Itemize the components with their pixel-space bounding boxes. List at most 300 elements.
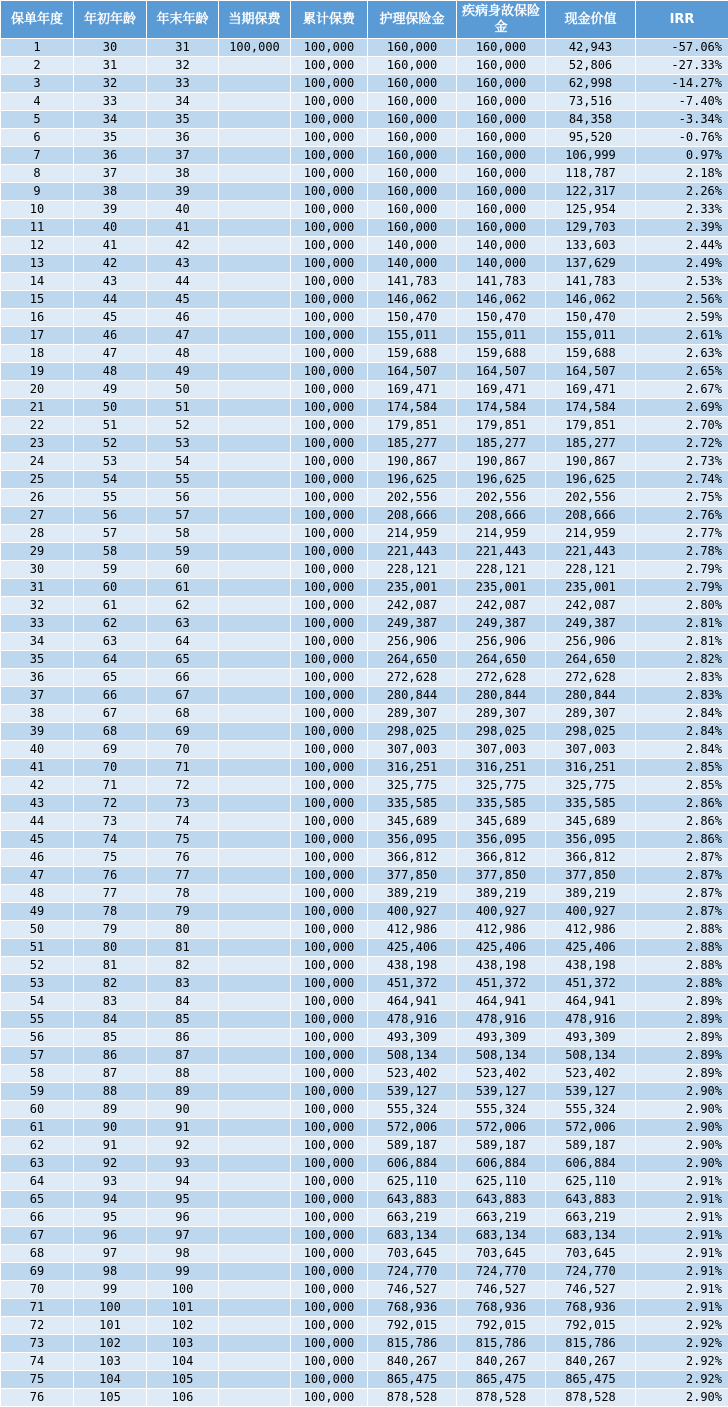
- cell-start-age: 46: [74, 327, 147, 345]
- cell-irr: 2.81%: [636, 633, 728, 651]
- cell-nursing-benefit: 159,688: [368, 345, 457, 363]
- cell-cash-value: 208,666: [546, 507, 636, 525]
- cell-start-age: 72: [74, 795, 147, 813]
- cell-cumulative-premium: 100,000: [291, 1209, 368, 1227]
- cell-nursing-benefit: 140,000: [368, 255, 457, 273]
- cell-policy-year: 22: [1, 417, 74, 435]
- cell-irr: 2.87%: [636, 867, 728, 885]
- cell-death-benefit: 366,812: [457, 849, 546, 867]
- cell-irr: 2.77%: [636, 525, 728, 543]
- table-row: [1, 1371, 728, 1389]
- cell-start-age: 89: [74, 1101, 147, 1119]
- cell-end-age: 42: [147, 237, 219, 255]
- cell-death-benefit: 606,884: [457, 1155, 546, 1173]
- cell-end-age: 56: [147, 489, 219, 507]
- cell-end-age: 103: [147, 1335, 219, 1353]
- cell-death-benefit: 174,584: [457, 399, 546, 417]
- cell-death-benefit: 228,121: [457, 561, 546, 579]
- cell-end-age: 104: [147, 1353, 219, 1371]
- cell-death-benefit: 307,003: [457, 741, 546, 759]
- cell-death-benefit: 316,251: [457, 759, 546, 777]
- cell-cash-value: 95,520: [546, 129, 636, 147]
- cell-current-premium: [219, 1155, 291, 1173]
- cell-current-premium: [219, 1011, 291, 1029]
- cell-policy-year: 70: [1, 1281, 74, 1299]
- cell-death-benefit: 289,307: [457, 705, 546, 723]
- cell-current-premium: [219, 381, 291, 399]
- cell-policy-year: 10: [1, 201, 74, 219]
- cell-start-age: 56: [74, 507, 147, 525]
- cell-nursing-benefit: 160,000: [368, 111, 457, 129]
- cell-end-age: 106: [147, 1389, 219, 1407]
- cell-cumulative-premium: 100,000: [291, 1191, 368, 1209]
- cell-start-age: 80: [74, 939, 147, 957]
- cell-cumulative-premium: 100,000: [291, 543, 368, 561]
- cell-death-benefit: 160,000: [457, 183, 546, 201]
- cell-cumulative-premium: 100,000: [291, 903, 368, 921]
- cell-cash-value: 316,251: [546, 759, 636, 777]
- cell-cash-value: 146,062: [546, 291, 636, 309]
- cell-end-age: 73: [147, 795, 219, 813]
- cell-end-age: 83: [147, 975, 219, 993]
- cell-cash-value: 878,528: [546, 1389, 636, 1407]
- cell-policy-year: 31: [1, 579, 74, 597]
- cell-nursing-benefit: 289,307: [368, 705, 457, 723]
- table-row: [1, 597, 728, 615]
- cell-policy-year: 61: [1, 1119, 74, 1137]
- cell-end-age: 78: [147, 885, 219, 903]
- cell-end-age: 44: [147, 273, 219, 291]
- cell-cash-value: 451,372: [546, 975, 636, 993]
- table-row: [1, 633, 728, 651]
- cell-irr: -27.33%: [636, 57, 728, 75]
- cell-policy-year: 49: [1, 903, 74, 921]
- cell-irr: 2.81%: [636, 615, 728, 633]
- cell-cumulative-premium: 100,000: [291, 507, 368, 525]
- table-row: [1, 1047, 728, 1065]
- cell-policy-year: 41: [1, 759, 74, 777]
- table-row: [1, 1173, 728, 1191]
- cell-cash-value: 174,584: [546, 399, 636, 417]
- cell-nursing-benefit: 840,267: [368, 1353, 457, 1371]
- cell-end-age: 66: [147, 669, 219, 687]
- cell-cash-value: 73,516: [546, 93, 636, 111]
- cell-irr: 2.87%: [636, 903, 728, 921]
- cell-start-age: 41: [74, 237, 147, 255]
- table-row: [1, 903, 728, 921]
- cell-death-benefit: 242,087: [457, 597, 546, 615]
- cell-cumulative-premium: 100,000: [291, 1047, 368, 1065]
- cell-start-age: 90: [74, 1119, 147, 1137]
- cell-policy-year: 40: [1, 741, 74, 759]
- cell-end-age: 101: [147, 1299, 219, 1317]
- cell-nursing-benefit: 606,884: [368, 1155, 457, 1173]
- cell-current-premium: [219, 1191, 291, 1209]
- cell-cumulative-premium: 100,000: [291, 291, 368, 309]
- cell-cash-value: 106,999: [546, 147, 636, 165]
- cell-death-benefit: 164,507: [457, 363, 546, 381]
- cell-cumulative-premium: 100,000: [291, 345, 368, 363]
- cell-end-age: 93: [147, 1155, 219, 1173]
- cell-death-benefit: 160,000: [457, 93, 546, 111]
- cell-start-age: 104: [74, 1371, 147, 1389]
- cell-end-age: 81: [147, 939, 219, 957]
- cell-irr: 2.89%: [636, 1047, 728, 1065]
- cell-current-premium: [219, 435, 291, 453]
- cell-nursing-benefit: 478,916: [368, 1011, 457, 1029]
- cell-nursing-benefit: 242,087: [368, 597, 457, 615]
- cell-policy-year: 33: [1, 615, 74, 633]
- cell-irr: 2.39%: [636, 219, 728, 237]
- cell-irr: 2.80%: [636, 597, 728, 615]
- cell-current-premium: [219, 273, 291, 291]
- cell-end-age: 71: [147, 759, 219, 777]
- cell-current-premium: [219, 813, 291, 831]
- cell-start-age: 76: [74, 867, 147, 885]
- cell-irr: 2.92%: [636, 1371, 728, 1389]
- cell-death-benefit: 235,001: [457, 579, 546, 597]
- cell-cash-value: 179,851: [546, 417, 636, 435]
- table-row: [1, 921, 728, 939]
- cell-cumulative-premium: 100,000: [291, 1011, 368, 1029]
- cell-start-age: 87: [74, 1065, 147, 1083]
- cell-cumulative-premium: 100,000: [291, 453, 368, 471]
- cell-cumulative-premium: 100,000: [291, 579, 368, 597]
- cell-irr: 2.33%: [636, 201, 728, 219]
- cell-current-premium: [219, 471, 291, 489]
- table-row: [1, 723, 728, 741]
- cell-death-benefit: 150,470: [457, 309, 546, 327]
- cell-policy-year: 50: [1, 921, 74, 939]
- cell-policy-year: 35: [1, 651, 74, 669]
- cell-nursing-benefit: 325,775: [368, 777, 457, 795]
- cell-irr: 2.75%: [636, 489, 728, 507]
- cell-nursing-benefit: 663,219: [368, 1209, 457, 1227]
- cell-irr: 2.86%: [636, 795, 728, 813]
- cell-cash-value: 724,770: [546, 1263, 636, 1281]
- cell-nursing-benefit: 683,134: [368, 1227, 457, 1245]
- cell-irr: 2.59%: [636, 309, 728, 327]
- cell-cumulative-premium: 100,000: [291, 93, 368, 111]
- table-row: [1, 219, 728, 237]
- table-row: [1, 759, 728, 777]
- cell-death-benefit: 792,015: [457, 1317, 546, 1335]
- cell-policy-year: 75: [1, 1371, 74, 1389]
- cell-policy-year: 14: [1, 273, 74, 291]
- cell-current-premium: [219, 1209, 291, 1227]
- cell-death-benefit: 412,986: [457, 921, 546, 939]
- cell-nursing-benefit: 493,309: [368, 1029, 457, 1047]
- cell-end-age: 48: [147, 345, 219, 363]
- cell-cash-value: 768,936: [546, 1299, 636, 1317]
- cell-current-premium: [219, 1353, 291, 1371]
- cell-start-age: 101: [74, 1317, 147, 1335]
- table-row: [1, 831, 728, 849]
- cell-cumulative-premium: 100,000: [291, 417, 368, 435]
- cell-current-premium: [219, 849, 291, 867]
- cell-start-age: 50: [74, 399, 147, 417]
- cell-irr: 2.84%: [636, 705, 728, 723]
- cell-policy-year: 53: [1, 975, 74, 993]
- cell-nursing-benefit: 366,812: [368, 849, 457, 867]
- cell-cash-value: 815,786: [546, 1335, 636, 1353]
- cell-cumulative-premium: 100,000: [291, 687, 368, 705]
- cell-cash-value: 280,844: [546, 687, 636, 705]
- cell-irr: 2.83%: [636, 687, 728, 705]
- cell-nursing-benefit: 160,000: [368, 201, 457, 219]
- cell-policy-year: 43: [1, 795, 74, 813]
- cell-nursing-benefit: 703,645: [368, 1245, 457, 1263]
- cell-end-age: 86: [147, 1029, 219, 1047]
- cell-cumulative-premium: 100,000: [291, 705, 368, 723]
- cell-start-age: 62: [74, 615, 147, 633]
- header-nursing-benefit: 护理保险金: [368, 1, 457, 39]
- cell-end-age: 62: [147, 597, 219, 615]
- cell-cumulative-premium: 100,000: [291, 1245, 368, 1263]
- cell-death-benefit: 451,372: [457, 975, 546, 993]
- cell-nursing-benefit: 164,507: [368, 363, 457, 381]
- table-row: [1, 1209, 728, 1227]
- cell-nursing-benefit: 174,584: [368, 399, 457, 417]
- cell-policy-year: 39: [1, 723, 74, 741]
- cell-cumulative-premium: 100,000: [291, 381, 368, 399]
- cell-policy-year: 74: [1, 1353, 74, 1371]
- table-row: [1, 615, 728, 633]
- cell-cumulative-premium: 100,000: [291, 273, 368, 291]
- cell-end-age: 99: [147, 1263, 219, 1281]
- cell-current-premium: [219, 237, 291, 255]
- cell-cumulative-premium: 100,000: [291, 1083, 368, 1101]
- cell-irr: 2.91%: [636, 1173, 728, 1191]
- cell-cash-value: 256,906: [546, 633, 636, 651]
- cell-cash-value: 118,787: [546, 165, 636, 183]
- cell-policy-year: 60: [1, 1101, 74, 1119]
- table-row: [1, 507, 728, 525]
- table-row: [1, 75, 728, 93]
- cell-nursing-benefit: 256,906: [368, 633, 457, 651]
- cell-end-age: 96: [147, 1209, 219, 1227]
- cell-start-age: 69: [74, 741, 147, 759]
- cell-cumulative-premium: 100,000: [291, 885, 368, 903]
- cell-nursing-benefit: 272,628: [368, 669, 457, 687]
- cell-start-age: 102: [74, 1335, 147, 1353]
- cell-cumulative-premium: 100,000: [291, 1119, 368, 1137]
- cell-nursing-benefit: 160,000: [368, 57, 457, 75]
- cell-cumulative-premium: 100,000: [291, 471, 368, 489]
- cell-cumulative-premium: 100,000: [291, 849, 368, 867]
- cell-cumulative-premium: 100,000: [291, 1155, 368, 1173]
- cell-policy-year: 32: [1, 597, 74, 615]
- cell-nursing-benefit: 160,000: [368, 75, 457, 93]
- cell-death-benefit: 160,000: [457, 165, 546, 183]
- cell-irr: 2.90%: [636, 1083, 728, 1101]
- cell-cumulative-premium: 100,000: [291, 129, 368, 147]
- cell-death-benefit: 878,528: [457, 1389, 546, 1407]
- cell-cumulative-premium: 100,000: [291, 1317, 368, 1335]
- cell-cumulative-premium: 100,000: [291, 1299, 368, 1317]
- cell-start-age: 78: [74, 903, 147, 921]
- cell-policy-year: 5: [1, 111, 74, 129]
- cell-policy-year: 45: [1, 831, 74, 849]
- cell-cash-value: 235,001: [546, 579, 636, 597]
- cell-cash-value: 478,916: [546, 1011, 636, 1029]
- cell-policy-year: 17: [1, 327, 74, 345]
- cell-nursing-benefit: 160,000: [368, 147, 457, 165]
- cell-cumulative-premium: 100,000: [291, 723, 368, 741]
- cell-policy-year: 63: [1, 1155, 74, 1173]
- cell-death-benefit: 160,000: [457, 219, 546, 237]
- cell-current-premium: [219, 669, 291, 687]
- cell-irr: 2.78%: [636, 543, 728, 561]
- table-row: [1, 309, 728, 327]
- cell-cash-value: 164,507: [546, 363, 636, 381]
- cell-cash-value: 159,688: [546, 345, 636, 363]
- cell-cash-value: 242,087: [546, 597, 636, 615]
- cell-cumulative-premium: 100,000: [291, 651, 368, 669]
- table-row: [1, 1011, 728, 1029]
- table-row: [1, 705, 728, 723]
- cell-policy-year: 52: [1, 957, 74, 975]
- cell-death-benefit: 146,062: [457, 291, 546, 309]
- cell-cash-value: 62,998: [546, 75, 636, 93]
- cell-irr: 2.89%: [636, 1065, 728, 1083]
- cell-current-premium: [219, 1101, 291, 1119]
- cell-end-age: 72: [147, 777, 219, 795]
- cell-start-age: 98: [74, 1263, 147, 1281]
- cell-current-premium: [219, 867, 291, 885]
- cell-end-age: 67: [147, 687, 219, 705]
- table-row: [1, 939, 728, 957]
- cell-cash-value: 42,943: [546, 39, 636, 57]
- cell-end-age: 40: [147, 201, 219, 219]
- header-death-benefit: 疾病身故保险金: [457, 1, 546, 39]
- table-row: [1, 687, 728, 705]
- cell-policy-year: 44: [1, 813, 74, 831]
- cell-end-age: 37: [147, 147, 219, 165]
- cell-end-age: 33: [147, 75, 219, 93]
- cell-current-premium: [219, 903, 291, 921]
- table-row: [1, 435, 728, 453]
- cell-start-age: 65: [74, 669, 147, 687]
- cell-death-benefit: 493,309: [457, 1029, 546, 1047]
- cell-start-age: 84: [74, 1011, 147, 1029]
- cell-nursing-benefit: 169,471: [368, 381, 457, 399]
- cell-irr: -57.06%: [636, 39, 728, 57]
- cell-irr: 2.87%: [636, 849, 728, 867]
- cell-cumulative-premium: 100,000: [291, 957, 368, 975]
- cell-cumulative-premium: 100,000: [291, 489, 368, 507]
- cell-cash-value: 169,471: [546, 381, 636, 399]
- table-row: [1, 741, 728, 759]
- table-row: [1, 975, 728, 993]
- cell-nursing-benefit: 356,095: [368, 831, 457, 849]
- table-row: [1, 363, 728, 381]
- cell-end-age: 52: [147, 417, 219, 435]
- cell-death-benefit: 768,936: [457, 1299, 546, 1317]
- cell-current-premium: [219, 57, 291, 75]
- cell-end-age: 61: [147, 579, 219, 597]
- cell-death-benefit: 208,666: [457, 507, 546, 525]
- cell-end-age: 46: [147, 309, 219, 327]
- cell-cumulative-premium: 100,000: [291, 1335, 368, 1353]
- cell-cash-value: 792,015: [546, 1317, 636, 1335]
- cell-policy-year: 19: [1, 363, 74, 381]
- table-row: [1, 1281, 728, 1299]
- cell-current-premium: [219, 1029, 291, 1047]
- cell-start-age: 82: [74, 975, 147, 993]
- cell-cumulative-premium: 100,000: [291, 525, 368, 543]
- cell-cumulative-premium: 100,000: [291, 201, 368, 219]
- cell-irr: 2.44%: [636, 237, 728, 255]
- cell-end-age: 63: [147, 615, 219, 633]
- cell-nursing-benefit: 400,927: [368, 903, 457, 921]
- header-irr: IRR: [636, 1, 728, 39]
- cell-current-premium: [219, 687, 291, 705]
- cell-nursing-benefit: 202,556: [368, 489, 457, 507]
- cell-start-age: 73: [74, 813, 147, 831]
- cell-cash-value: 438,198: [546, 957, 636, 975]
- cell-irr: 2.91%: [636, 1299, 728, 1317]
- cell-current-premium: [219, 399, 291, 417]
- cell-cumulative-premium: 100,000: [291, 309, 368, 327]
- cell-end-age: 54: [147, 453, 219, 471]
- cell-current-premium: [219, 93, 291, 111]
- cell-nursing-benefit: 228,121: [368, 561, 457, 579]
- cell-start-age: 55: [74, 489, 147, 507]
- cell-current-premium: [219, 183, 291, 201]
- cell-death-benefit: 160,000: [457, 129, 546, 147]
- table-row: [1, 147, 728, 165]
- cell-nursing-benefit: 179,851: [368, 417, 457, 435]
- cell-death-benefit: 703,645: [457, 1245, 546, 1263]
- cell-end-age: 58: [147, 525, 219, 543]
- cell-death-benefit: 256,906: [457, 633, 546, 651]
- cell-irr: 2.91%: [636, 1191, 728, 1209]
- cell-start-age: 105: [74, 1389, 147, 1407]
- cell-start-age: 77: [74, 885, 147, 903]
- cell-nursing-benefit: 160,000: [368, 219, 457, 237]
- cell-start-age: 75: [74, 849, 147, 867]
- cell-cash-value: 865,475: [546, 1371, 636, 1389]
- cell-nursing-benefit: 451,372: [368, 975, 457, 993]
- cell-start-age: 95: [74, 1209, 147, 1227]
- cell-cash-value: 345,689: [546, 813, 636, 831]
- cell-policy-year: 25: [1, 471, 74, 489]
- cell-irr: 2.84%: [636, 723, 728, 741]
- cell-current-premium: [219, 129, 291, 147]
- cell-irr: 2.91%: [636, 1263, 728, 1281]
- table-row: [1, 993, 728, 1011]
- cell-death-benefit: 478,916: [457, 1011, 546, 1029]
- cell-cash-value: 298,025: [546, 723, 636, 741]
- cell-end-age: 59: [147, 543, 219, 561]
- cell-cumulative-premium: 100,000: [291, 219, 368, 237]
- cell-start-age: 92: [74, 1155, 147, 1173]
- cell-death-benefit: 159,688: [457, 345, 546, 363]
- cell-nursing-benefit: 140,000: [368, 237, 457, 255]
- cell-nursing-benefit: 160,000: [368, 129, 457, 147]
- cell-cumulative-premium: 100,000: [291, 1065, 368, 1083]
- cell-end-age: 79: [147, 903, 219, 921]
- table-row: [1, 1119, 728, 1137]
- cell-nursing-benefit: 878,528: [368, 1389, 457, 1407]
- cell-start-age: 54: [74, 471, 147, 489]
- cell-current-premium: [219, 75, 291, 93]
- cell-cash-value: 155,011: [546, 327, 636, 345]
- cell-policy-year: 16: [1, 309, 74, 327]
- table-body: [1, 39, 728, 1407]
- cell-end-age: 74: [147, 813, 219, 831]
